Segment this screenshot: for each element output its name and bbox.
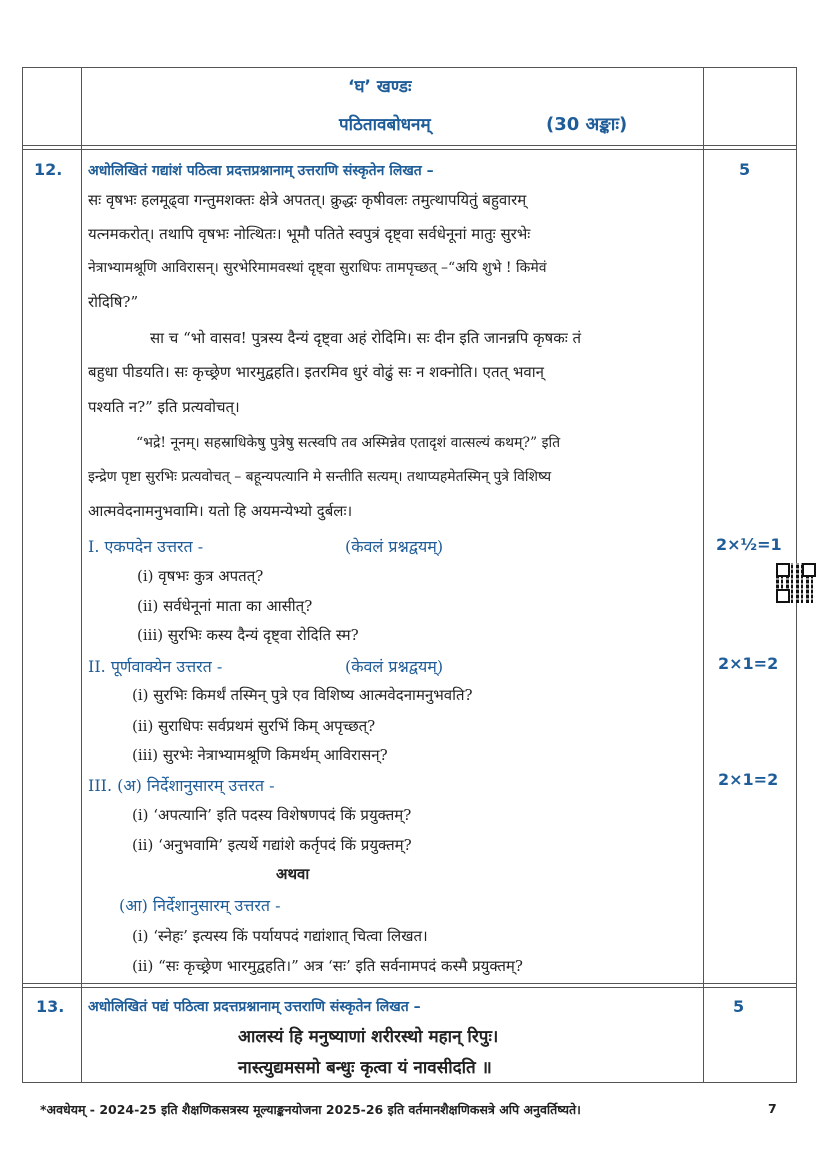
- part1-question: (ii) सर्वधेनूनां माता का आसीत्?: [137, 597, 313, 615]
- qr-code: [776, 563, 816, 603]
- table-col-divider-2: [703, 67, 704, 1083]
- part2-question: (ii) सुराधिपः सर्वप्रथमं सुरभिं किम् अपृच्छत्?: [132, 717, 376, 735]
- part1-question: (iii) सुरभिः कस्य दैन्यं दृष्ट्वा रोदिति स्म?: [137, 626, 359, 644]
- verse-line: आलस्यं हि मनुष्याणां शरीरस्थो महान् रिपुः।: [238, 1027, 499, 1047]
- part3a-question: (i) ‘अपत्यानि’ इति पदस्य विशेषणपदं किं प्रयुक्तम्?: [132, 806, 412, 824]
- passage-line: इन्द्रेण पृष्टा सुरभिः प्रत्यवोचत् – बहून्यपत्यानि मे सन्तीति सत्यम्। तथाप्यहमेतस्मिन् पुत्रे विशिष्य: [88, 469, 552, 485]
- part1-marks: 2×½=1: [716, 535, 782, 554]
- part3a-question: (ii) ‘अनुभवामि’ इत्यर्थे गद्यांशे कर्तृपदं किं प्रयुक्तम्?: [132, 836, 412, 854]
- part3b-question: (i) ‘स्नेहः’ इत्यस्य किं पर्यायपदं गद्यांशात् चित्वा लिखत।: [132, 927, 428, 945]
- table-border-header-bottom-2: [22, 149, 797, 150]
- q13-instruction: अधोलिखितं पद्यं पठित्वा प्रदत्तप्रश्नानाम् उत्तराणि संस्कृतेन लिखत –: [88, 999, 421, 1015]
- table-border-bottom: [22, 1082, 797, 1083]
- section-marks: (30 अङ्काः): [546, 114, 628, 135]
- table-border-q12-bottom-2: [22, 987, 797, 988]
- q12-marks: 5: [739, 160, 751, 179]
- or-label: अथवा: [276, 865, 310, 883]
- part1-note: (केवलं प्रश्नद्वयम्): [345, 537, 444, 556]
- part1-question: (i) वृषभः कुत्र अपतत्?: [137, 567, 264, 585]
- passage-line: पश्यति न?” इति प्रत्यवोचत्।: [88, 398, 240, 416]
- part2-note: (केवलं प्रश्नद्वयम्): [345, 657, 444, 676]
- part3b-label: (आ) निर्देशानुसारम् उत्तरत -: [119, 896, 281, 915]
- passage-line: आत्मवेदनामनुभवामि। यतो हि अयमन्येभ्यो दुर्बलः।: [88, 502, 353, 520]
- table-col-divider-1: [81, 67, 82, 1083]
- question-number-13: 13.: [36, 997, 65, 1016]
- question-number-12: 12.: [34, 160, 63, 179]
- table-border-q12-bottom-1: [22, 983, 797, 984]
- q13-marks: 5: [733, 997, 745, 1016]
- table-border-top: [22, 67, 797, 68]
- part1-label: I. एकपदेन उत्तरत -: [88, 537, 204, 556]
- passage-line: बहुधा पीडयति। सः कृच्छ्रेण भारमुद्वहति। इतरमिव धुरं वोढुं सः न शक्नोति। एतत् भवान्: [88, 363, 544, 381]
- passage-line: सा च “भो वासव! पुत्रस्य दैन्यं दृष्ट्वा अहं रोदिमि। सः दीन इति जानन्नपि कृषकः तं: [150, 329, 582, 347]
- passage-line: रोदिषि?”: [88, 293, 139, 311]
- q12-instruction: अधोलिखितं गद्यांशं पठित्वा प्रदत्तप्रश्नानाम् उत्तराणि संस्कृतेन लिखत –: [88, 163, 434, 179]
- part2-label: II. पूर्णवाक्येन उत्तरत -: [88, 657, 223, 676]
- verse-line: नास्त्युद्यमसमो बन्धुः कृत्वा यं नावसीदति ॥: [238, 1058, 492, 1078]
- table-border-header-bottom-1: [22, 145, 797, 146]
- part3a-marks: 2×1=2: [718, 770, 779, 789]
- passage-line: नेत्राभ्यामश्रूणि आविरासन्। सुरभेरिमामवस्थां दृष्ट्वा सुराधिपः तामपृच्छत् –“अयि शुभे ! किमेवं: [88, 260, 547, 276]
- section-subtitle: पठितावबोधनम्: [339, 115, 431, 135]
- page-number: 7: [768, 1101, 777, 1116]
- passage-line: “भद्रे! नूनम्। सहस्राधिकेषु पुत्रेषु सत्स्वपि तव अस्मिन्नेव एतादृशं वात्सल्यं कथम्?” इति: [136, 435, 561, 451]
- part2-question: (i) सुरभिः किमर्थं तस्मिन् पुत्रे एव विशिष्य आत्मवेदनामनुभवति?: [132, 686, 473, 704]
- footer-note: *अवधेयम् - 2024-25 इति शैक्षणिकसत्रस्य मूल्याङ्कनयोजना 2025-26 इति वर्तमानशैक्षणिकसत्रे अपि अनुवर्तिष्यते।: [40, 1102, 581, 1117]
- section-title: ‘घ’ खण्डः: [348, 77, 412, 97]
- part3a-label: III. (अ) निर्देशानुसारम् उत्तरत -: [88, 776, 275, 795]
- table-border-left: [22, 67, 23, 1083]
- passage-line: यत्नमकरोत्। तथापि वृषभः नोत्थितः। भूमौ पतिते स्वपुत्रं दृष्ट्वा सर्वधेनूनां मातुः सुरभेः: [88, 225, 531, 243]
- part2-marks: 2×1=2: [718, 654, 779, 673]
- part2-question: (iii) सुरभेः नेत्राभ्यामश्रूणि किमर्थम् आविरासन्?: [132, 746, 388, 764]
- passage-line: सः वृषभः हलमूढ्वा गन्तुमशक्तः क्षेत्रे अपतत्। क्रुद्धः कृषीवलः तमुत्थापयितुं बहुवारम्: [88, 191, 527, 209]
- part3b-question: (ii) “सः कृच्छ्रेण भारमुद्वहति।” अत्र ‘सः’ इति सर्वनामपदं कस्मै प्रयुक्तम्?: [132, 957, 523, 975]
